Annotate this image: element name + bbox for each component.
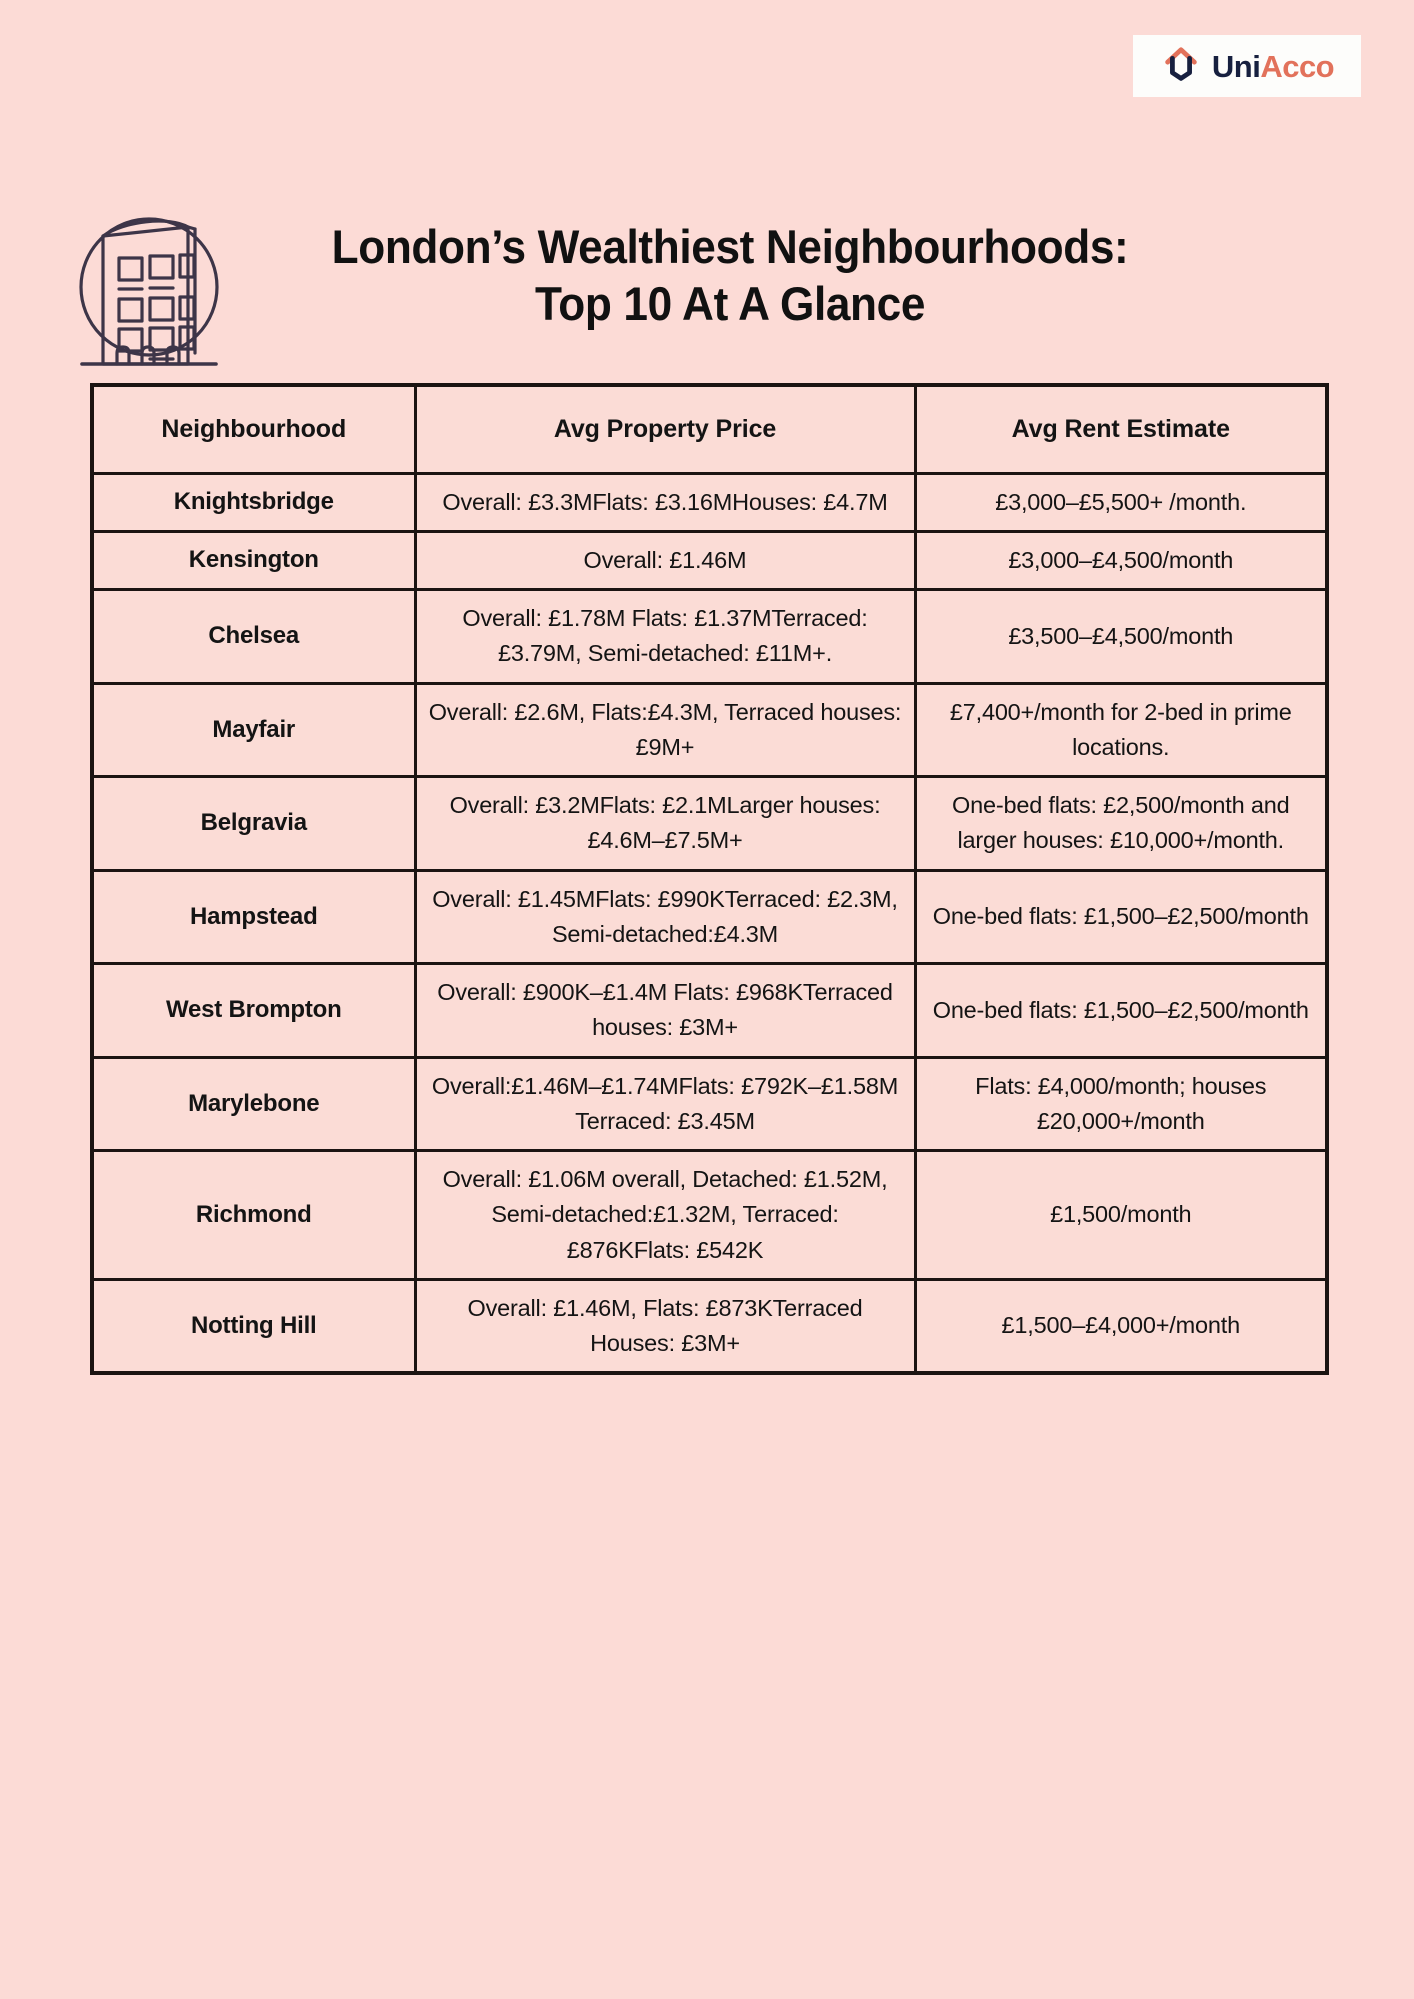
cell-avg-property-price: Overall: £1.78M Flats: £1.37MTerraced: £3.79M, Semi-detached: £11M+. [415,590,915,684]
page-title-line-2: Top 10 At A Glance [534,277,926,331]
cell-neighbourhood: Belgravia [92,777,415,871]
cell-avg-property-price: Overall: £1.45MFlats: £990KTerraced: £2.3M, Semi-detached:£4.3M [415,870,915,964]
logo-wordmark [1211,48,1335,84]
cell-neighbourhood: Richmond [92,1151,415,1280]
cell-avg-property-price: Overall: £3.2MFlats: £2.1MLarger houses: £4.6M–£7.5M+ [415,777,915,871]
column-header-avg-property-price: Avg Property Price [415,385,915,473]
uniacco-house-hexagon-logo-icon [1160,45,1202,87]
cell-avg-property-price: Overall: £1.46M [415,531,915,589]
table-row [92,683,1327,777]
cell-avg-rent-estimate: One-bed flats: £2,500/month and larger houses: £10,000+/month. [915,777,1327,871]
table-row [92,964,1327,1058]
cell-avg-property-price: Overall: £1.46M, Flats: £873KTerraced Houses: £3M+ [415,1279,915,1373]
table-row [92,473,1327,531]
table-row [92,1151,1327,1280]
table-row [92,1057,1327,1151]
cell-neighbourhood: Hampstead [92,870,415,964]
cell-avg-property-price: Overall:£1.46M–£1.74MFlats: £792K–£1.58M Terraced: £3.45M [415,1057,915,1151]
cell-avg-rent-estimate: Flats: £4,000/month; houses £20,000+/month [915,1057,1327,1151]
building-icon [64,203,234,385]
table-row [92,1279,1327,1373]
cell-avg-rent-estimate: £3,000–£4,500/month [915,531,1327,589]
cell-avg-property-price: Overall: £2.6M, Flats:£4.3M, Terraced houses: £9M+ [415,683,915,777]
table-row [92,590,1327,684]
cell-neighbourhood: Mayfair [92,683,415,777]
cell-neighbourhood: Notting Hill [92,1279,415,1373]
cell-neighbourhood: West Brompton [92,964,415,1058]
cell-avg-rent-estimate: £3,000–£5,500+ /month. [915,473,1327,531]
cell-avg-property-price: Overall: £1.06M overall, Detached: £1.52M, Semi-detached:£1.32M, Terraced: £876KFlats: £542K [415,1151,915,1280]
cell-avg-rent-estimate: £3,500–£4,500/month [915,590,1327,684]
cell-neighbourhood: Kensington [92,531,415,589]
page-title [269,218,1190,333]
cell-avg-rent-estimate: £1,500/month [915,1151,1327,1280]
cell-avg-property-price: Overall: £3.3MFlats: £3.16MHouses: £4.7M [415,473,915,531]
cell-avg-rent-estimate: One-bed flats: £1,500–£2,500/month [915,870,1327,964]
table-row [92,870,1327,964]
neighbourhoods-table [90,383,1329,1375]
cell-neighbourhood: Chelsea [92,590,415,684]
logo-uni-text: Uni [1211,48,1261,84]
uniacco-logo [1133,35,1361,97]
cell-neighbourhood: Knightsbridge [92,473,415,531]
cell-avg-rent-estimate: £1,500–£4,000+/month [915,1279,1327,1373]
page-title-line-1: London’s Wealthiest Neighbourhoods: [331,220,1129,273]
table-row [92,531,1327,589]
cell-avg-rent-estimate: One-bed flats: £1,500–£2,500/month [915,964,1327,1058]
cell-avg-rent-estimate: £7,400+/month for 2-bed in prime locations. [915,683,1327,777]
cell-neighbourhood: Marylebone [92,1057,415,1151]
table-body [92,473,1327,1373]
cell-avg-property-price: Overall: £900K–£1.4M Flats: £968KTerraced houses: £3M+ [415,964,915,1058]
neighbourhoods-table-wrapper [90,383,1325,1375]
table-row [92,777,1327,871]
column-header-neighbourhood: Neighbourhood [92,385,415,473]
column-header-avg-rent-estimate: Avg Rent Estimate [915,385,1327,473]
logo-acco-text: Acco [1260,48,1335,84]
table-header-row [92,385,1327,473]
